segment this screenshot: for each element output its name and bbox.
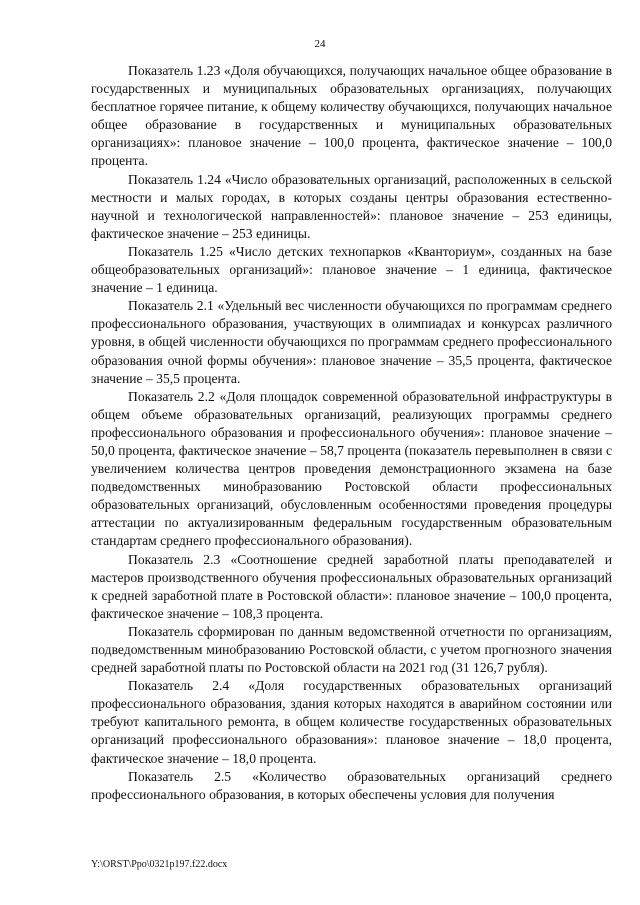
document-body [91,62,612,804]
paragraph-indicator-1-23: Показатель 1.23 «Доля обучающихся, получающих начальное общее образование в государственных и муниципальных образовательных организациях, получающих бесплатное горячее питание, к общему количеству обучающихся, получающих начальное общее образование в государственных и муниципальных образовательных организациях»: плановое значение – 100,0 процента, фактическое значение – 100,0 процента. [91,63,612,169]
paragraph-indicator-2-3-note: Показатель сформирован по данным ведомственной отчетности по организациям, подведомственным минобразованию Ростовской области, с учетом прогнозного значения средней заработной платы по Ростовской области на 2021 год (31 126,7 рубля). [91,623,612,676]
paragraph-indicator-2-1: Показатель 2.1 «Удельный вес численности обучающихся по программам среднего профессионального образования, участвующих в олимпиадах и конкурсах различного уровня, в общей численности обучающихся по программам среднего профессионального образования очной формы обучения»: плановое значение – 35,5 процента, фактическое значение – 35,5 процента. [91,298,612,386]
page-number: 24 [314,38,326,50]
paragraph-indicator-1-24: Показатель 1.24 «Число образовательных организаций, расположенных в сельской местности и малых городах, в которых созданы центры образования естественно-научной и технологической направленностей»: плановое значение – 253 единицы, фактическое значение – 253 единицы. [91,171,612,241]
paragraph-indicator-2-3: Показатель 2.3 «Соотношение средней заработной платы преподавателей и мастеров производственного обучения профессиональных образовательных организаций к средней заработной плате в Ростовской области»: плановое значение – 100,0 процента, фактическое значение – 108,3 процента. [91,551,612,621]
paragraph-indicator-2-2: Показатель 2.2 «Доля площадок современной образовательной инфраструктуры в общем объеме образовательных организаций, реализующих программы среднего профессионального образования и профессионального обучения»: плановое значение – 50,0 процента, фактическое значение – 58,7 процента (показатель перевыполнен в связи с увеличением количества центров проведения демонстрационного экзамена на базе подведомственных минобразованию Ростовской области профессиональных образовательных организаций, обусловленным особенностями проведения процедуры аттестации по актуализированным федеральным государственным образовательным стандартам среднего профессионального образования). [91,388,612,549]
footer-file-path: Y:\ORST\Ppo\0321p197.f22.docx [91,859,228,870]
paragraph-indicator-1-25: Показатель 1.25 «Число детских технопарков «Кванториум», созданных на базе общеобразовательных организаций»: плановое значение – 1 единица, фактическое значение – 1 единица. [91,243,612,296]
paragraph-indicator-2-4: Показатель 2.4 «Доля государственных образовательных организаций профессионального образования, здания которых находятся в аварийном состоянии или требуют капитального ремонта, в общем количестве государственных образовательных организаций профессионального образования»: плановое значение – 18,0 процента, фактическое значение – 18,0 процента. [91,678,612,766]
paragraph-indicator-2-5: Показатель 2.5 «Количество образовательных организаций среднего профессионального образования, в которых обеспечены условия для получения [91,768,612,802]
